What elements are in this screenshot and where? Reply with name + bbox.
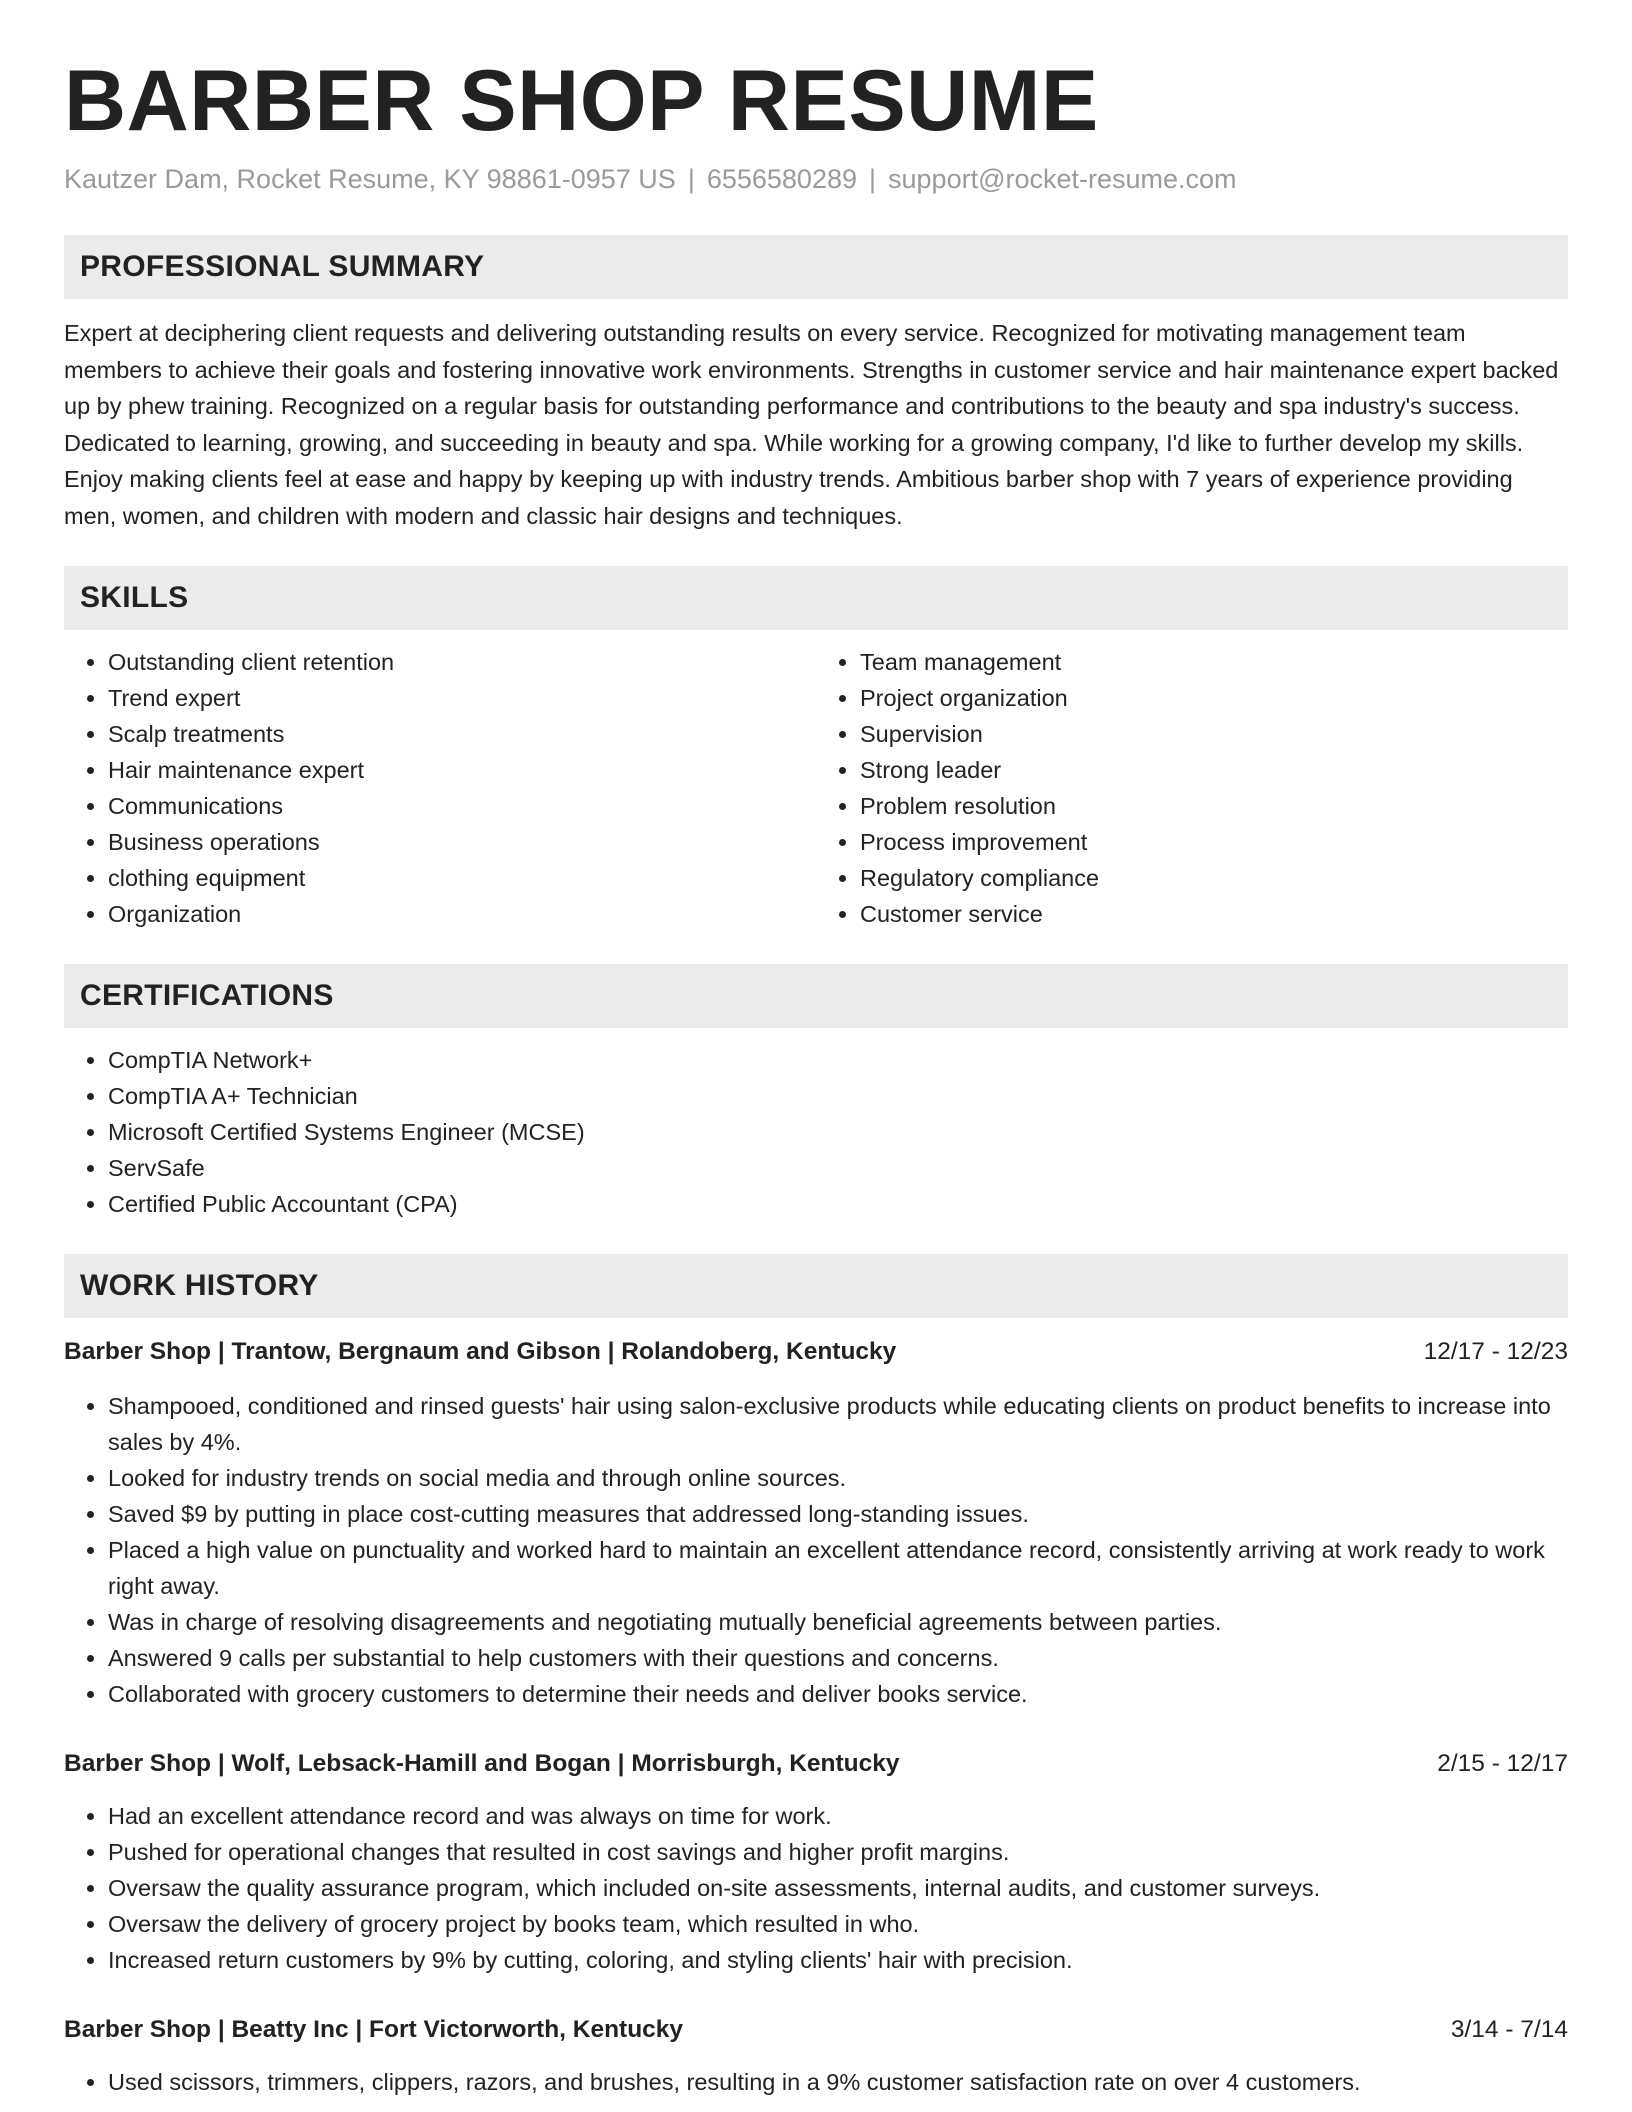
skills-grid (64, 644, 1568, 932)
skill-item: • Team management (860, 644, 1568, 680)
certification-item: • Certified Public Accountant (CPA) (108, 1186, 1568, 1222)
skill-item: • Organization (108, 896, 816, 932)
job-bullets (64, 1388, 1568, 1712)
certification-item: • Microsoft Certified Systems Engineer (MCSE) (108, 1114, 1568, 1150)
resume-title: BARBER SHOP RESUME (64, 53, 1099, 149)
job-dates: 12/17 - 12/23 (1423, 1338, 1568, 1366)
contact-separator: | (687, 164, 695, 195)
job-bullet: • Placed a high value on punctuality and worked hard to maintain an excellent attendance record, consistently arriving at work ready to work right away. (108, 1532, 1568, 1604)
contact-email: support@rocket-resume.com (888, 164, 1237, 195)
job-entry (64, 1746, 1568, 1978)
job-entry (64, 2012, 1568, 2100)
job-bullet: • Had an excellent attendance record and was always on time for work. (108, 1798, 1568, 1834)
job-bullets (64, 2064, 1568, 2100)
job-header (64, 1746, 1568, 1782)
job-bullet: • Looked for industry trends on social media and through online sources. (108, 1460, 1568, 1496)
job-title: Barber Shop | Trantow, Bergnaum and Gibson | Rolandoberg, Kentucky (64, 1338, 897, 1366)
summary-heading: PROFESSIONAL SUMMARY (64, 235, 1568, 299)
skill-item: • Problem resolution (860, 788, 1568, 824)
skill-item: • Customer service (860, 896, 1568, 932)
contact-line (64, 162, 1568, 197)
summary-text: Expert at deciphering client requests and delivering outstanding results on every service. Recognized for motivating management team members to achieve their goals and fostering innovative work environments. Strengths in customer service and hair maintenance expert backed up by phew training. Recognized on a regular basis for outstanding performance and contributions to the beauty and spa industry's success. Dedicated to learning, growing, and succeeding in beauty and spa. While working for a growing company, I'd like to further develop my skills. Enjoy making clients feel at ease and happy by keeping up with industry trends. Ambitious barber shop with 7 years of experience providing men, women, and children with modern and classic hair designs and techniques. (64, 320, 1559, 529)
job-bullet: • Shampooed, conditioned and rinsed guests' hair using salon-exclusive products while educating clients on product benefits to increase into sales by 4%. (108, 1388, 1568, 1460)
skill-item: • Scalp treatments (108, 716, 816, 752)
contact-address: Kautzer Dam, Rocket Resume, KY 98861-0957 US (64, 164, 676, 195)
skill-item: • Regulatory compliance (860, 860, 1568, 896)
certifications-heading: CERTIFICATIONS (64, 964, 1568, 1028)
skill-item: • Strong leader (860, 752, 1568, 788)
skill-item: • Trend expert (108, 680, 816, 716)
job-title: Barber Shop | Beatty Inc | Fort Victorworth, Kentucky (64, 2016, 684, 2044)
skills-column-right (816, 644, 1568, 932)
job-bullet: • Saved $9 by putting in place cost-cutting measures that addressed long-standing issues. (108, 1496, 1568, 1532)
job-header (64, 2012, 1568, 2048)
job-title: Barber Shop | Wolf, Lebsack-Hamill and Bogan | Morrisburgh, Kentucky (64, 1750, 900, 1778)
job-bullet: • Oversaw the quality assurance program, which included on-site assessments, internal audits, and customer surveys. (108, 1870, 1568, 1906)
skill-item: • Communications (108, 788, 816, 824)
certification-item: • ServSafe (108, 1150, 1568, 1186)
certification-item: • CompTIA A+ Technician (108, 1078, 1568, 1114)
job-bullet: • Used scissors, trimmers, clippers, razors, and brushes, resulting in a 9% customer satisfaction rate on over 4 customers. (108, 2064, 1568, 2100)
work-history-heading: WORK HISTORY (64, 1254, 1568, 1318)
job-bullet: • Increased return customers by 9% by cutting, coloring, and styling clients' hair with precision. (108, 1942, 1568, 1978)
job-bullet: • Pushed for operational changes that resulted in cost savings and higher profit margins. (108, 1834, 1568, 1870)
job-bullet: • Was in charge of resolving disagreements and negotiating mutually beneficial agreements between parties. (108, 1604, 1568, 1640)
contact-phone: 6556580289 (706, 164, 857, 195)
job-bullet: • Oversaw the delivery of grocery project by books team, which resulted in who. (108, 1906, 1568, 1942)
skill-item: • Project organization (860, 680, 1568, 716)
job-dates: 2/15 - 12/17 (1437, 1750, 1568, 1778)
contact-separator: | (869, 164, 877, 195)
job-bullet: • Answered 9 calls per substantial to help customers with their questions and concerns. (108, 1640, 1568, 1676)
certification-item: • CompTIA Network+ (108, 1042, 1568, 1078)
skill-item: • Process improvement (860, 824, 1568, 860)
job-bullet: • Collaborated with grocery customers to determine their needs and deliver books service. (108, 1676, 1568, 1712)
skill-item: • Business operations (108, 824, 816, 860)
skills-heading: SKILLS (64, 566, 1568, 630)
job-dates: 3/14 - 7/14 (1450, 2016, 1568, 2044)
skill-item: • Supervision (860, 716, 1568, 752)
skill-item: • Outstanding client retention (108, 644, 816, 680)
job-header (64, 1334, 1568, 1370)
skills-column-left (64, 644, 816, 932)
job-bullets (64, 1798, 1568, 1978)
certifications-list (64, 1042, 1568, 1222)
job-entry (64, 1334, 1568, 1712)
skill-item: • Hair maintenance expert (108, 752, 816, 788)
skill-item: • clothing equipment (108, 860, 816, 896)
